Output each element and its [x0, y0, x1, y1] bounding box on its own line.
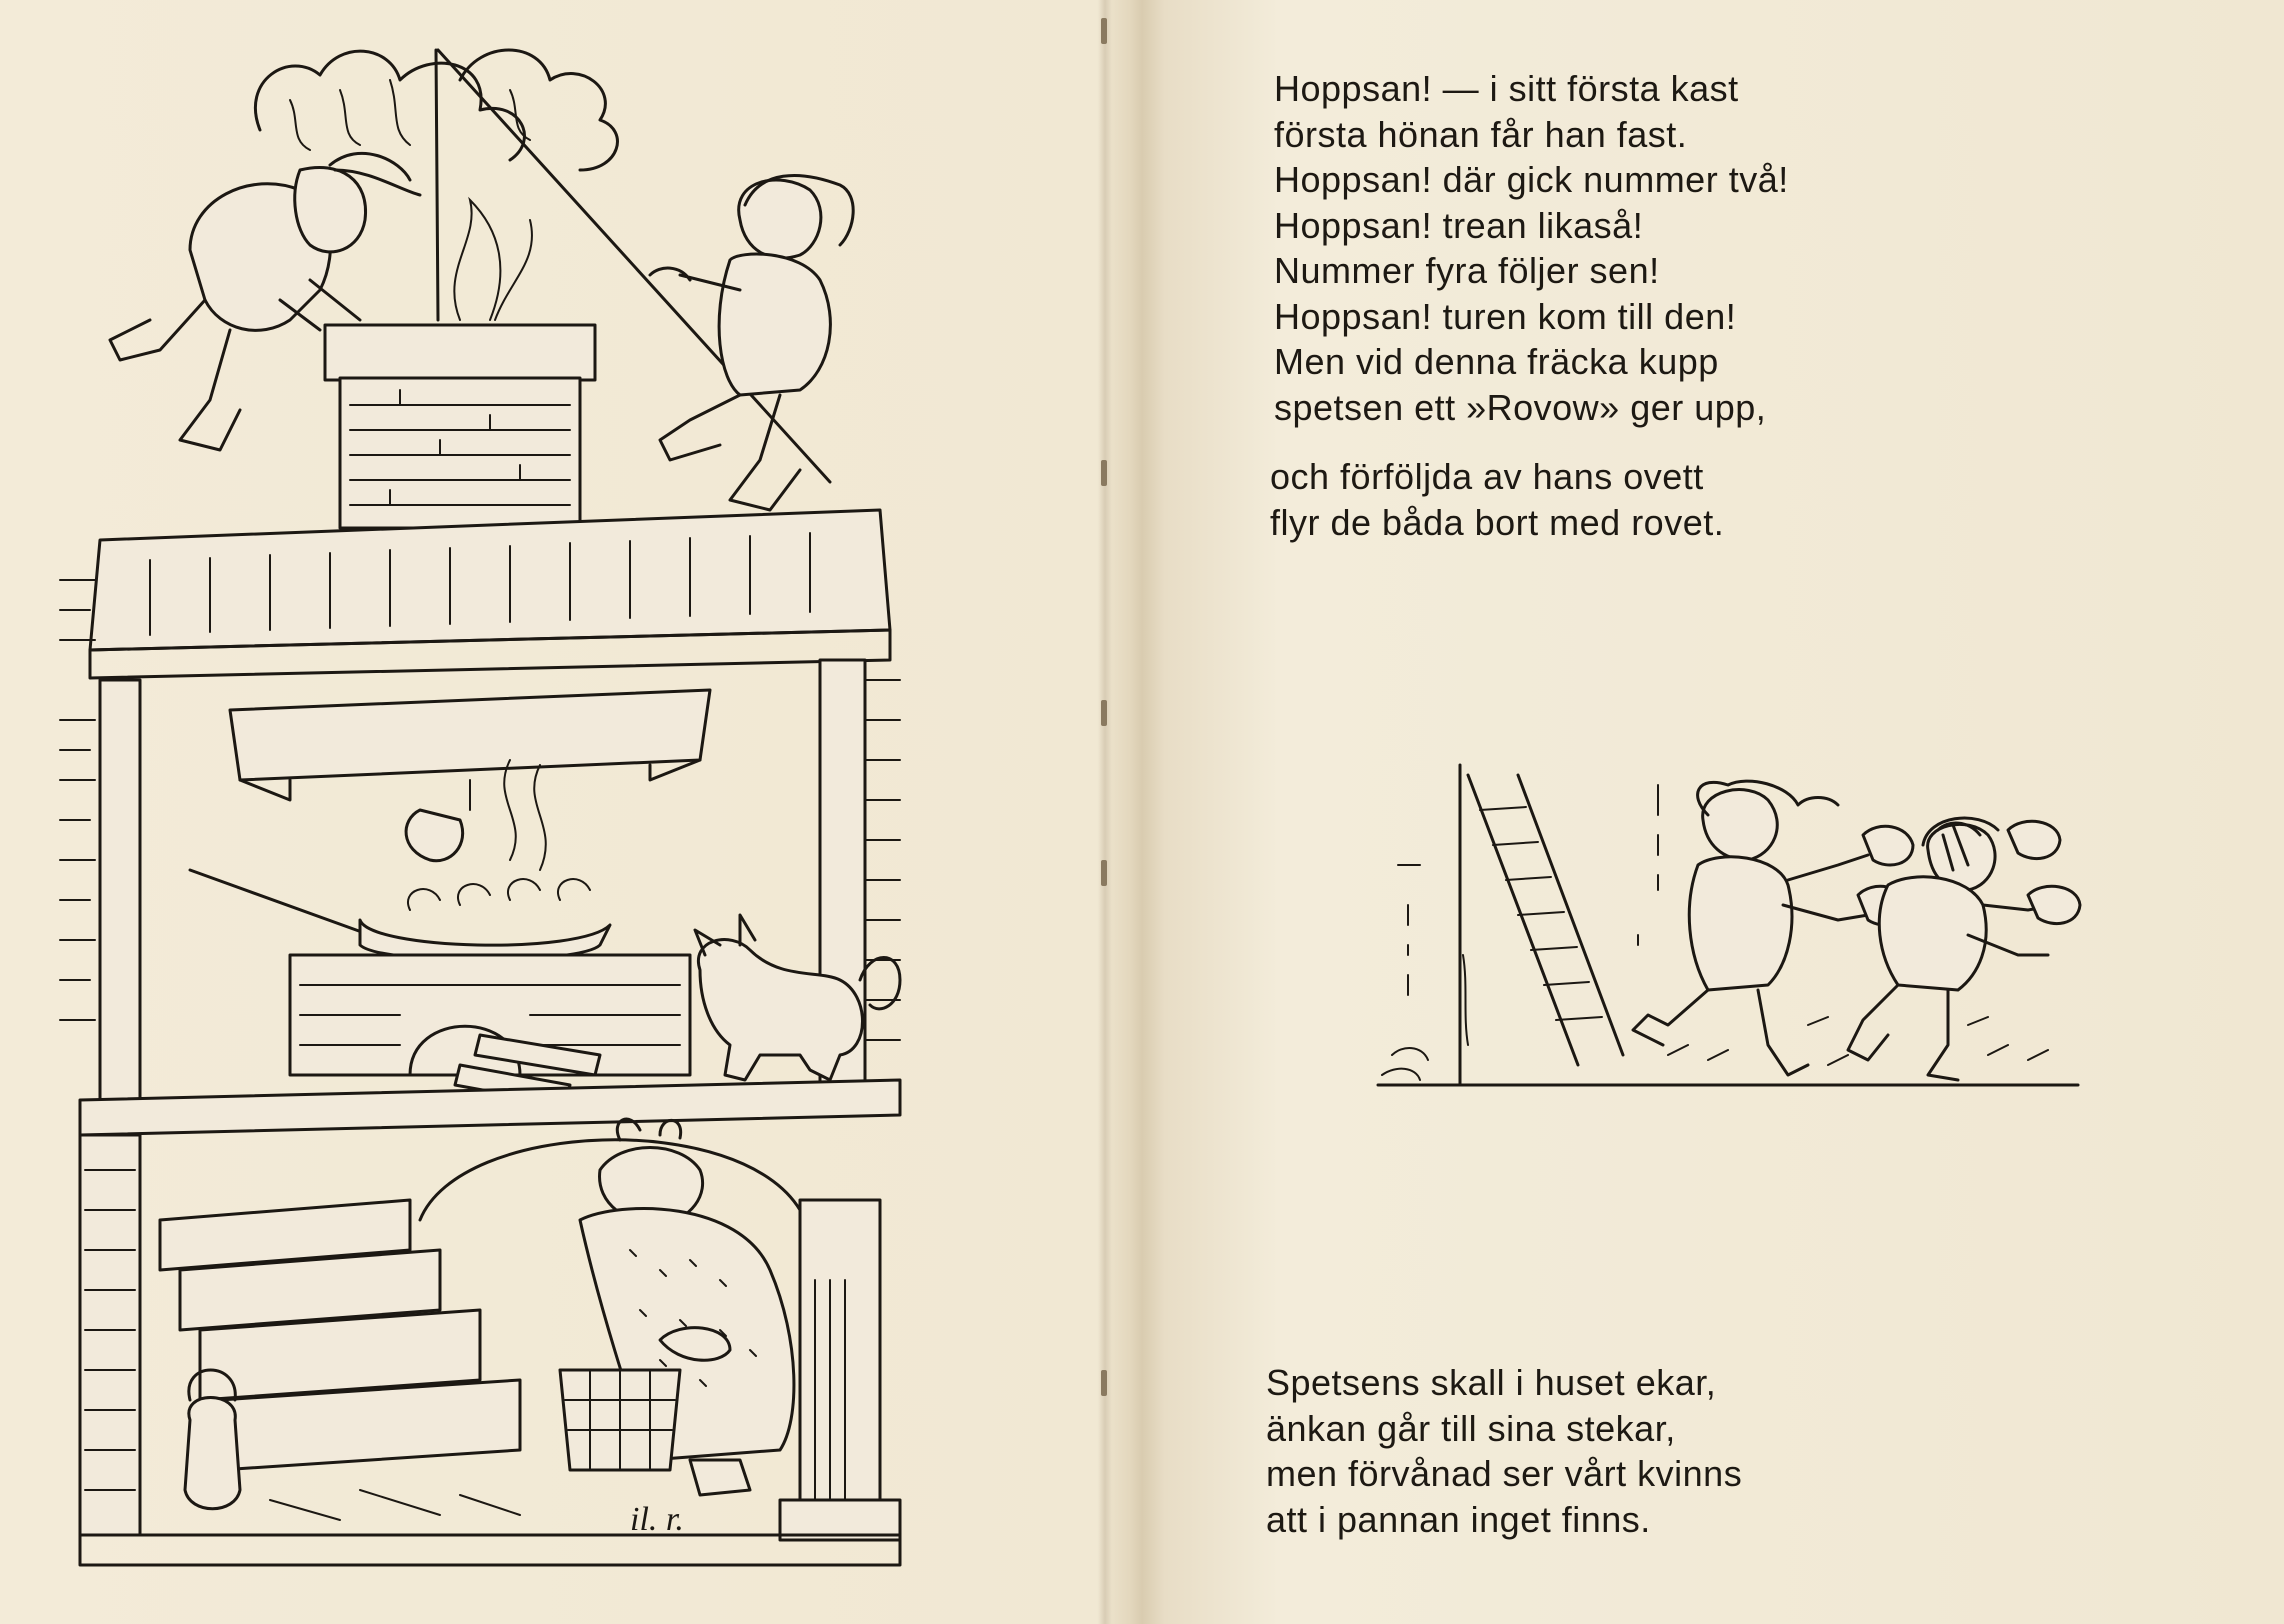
verse-line: och förföljda av hans ovett [1270, 456, 1704, 497]
verse-line: Hoppsan! trean likaså! [1274, 204, 1644, 246]
kitchen-illustration [40, 20, 920, 1580]
verse-line: att i pannan inget finns. [1266, 1498, 1651, 1540]
verse-stanza-3 [1266, 1360, 1742, 1542]
chase-illustration [1368, 755, 2088, 1125]
illustrator-signature: il. r. [630, 1501, 684, 1538]
verse-line: första hönan får han fast. [1274, 113, 1688, 155]
verse-line: änkan går till sina stekar, [1266, 1407, 1676, 1449]
left-page [0, 0, 1104, 1624]
kitchen-illustration-art [40, 20, 920, 1580]
verse-stanza-2 [1270, 454, 1724, 545]
verse-line: Hoppsan! turen kom till den! [1274, 295, 1737, 337]
verse-line: Spetsens skall i huset ekar, [1266, 1362, 1717, 1403]
verse-line: spetsen ett »Rovow» ger upp, [1274, 386, 1767, 428]
right-page [1104, 0, 2284, 1624]
verse-line: Nummer fyra följer sen! [1274, 250, 1660, 291]
chase-illustration-art [1368, 755, 2088, 1125]
verse-line: Hoppsan! där gick nummer två! [1274, 159, 1789, 200]
verse-line: men förvånad ser vårt kvinns [1266, 1453, 1743, 1494]
verse-stanza-1 [1274, 66, 1789, 430]
verse-line: Hoppsan! — i sitt första kast [1274, 68, 1739, 109]
verse-line: flyr de båda bort med rovet. [1270, 501, 1725, 543]
verse-line: Men vid denna fräcka kupp [1274, 341, 1719, 382]
